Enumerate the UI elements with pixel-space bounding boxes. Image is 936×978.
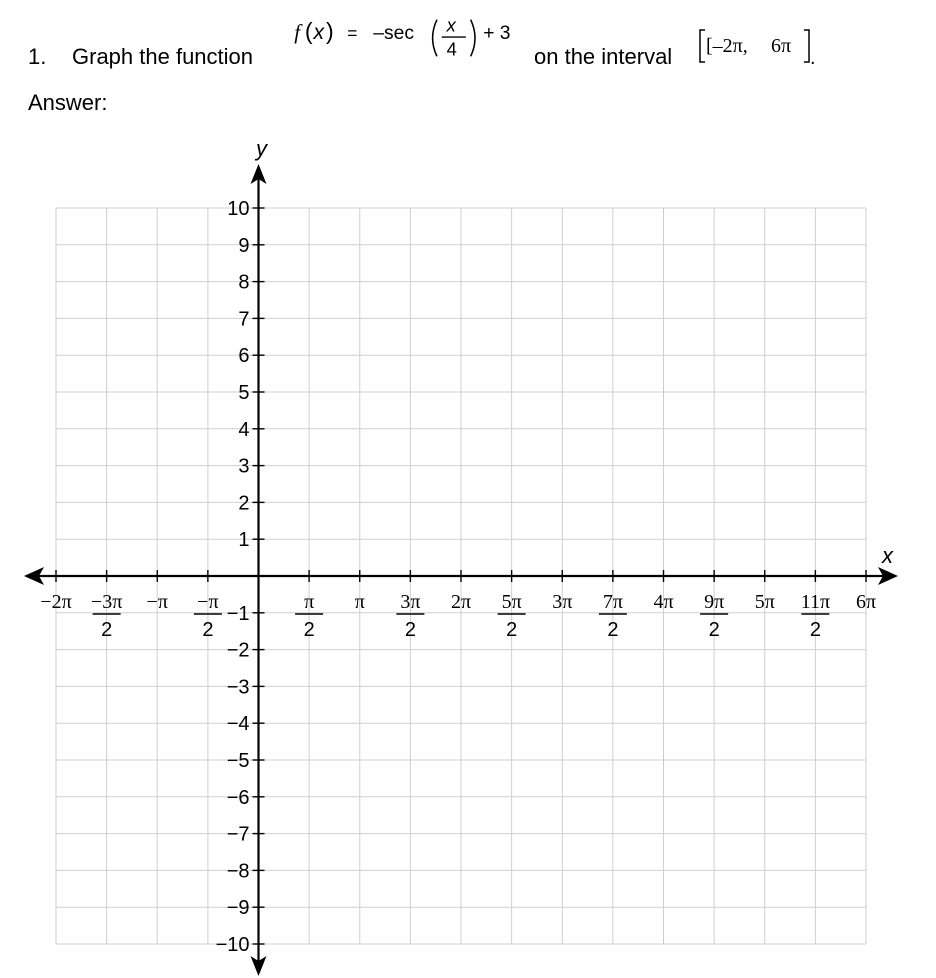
y-tick-label: −8	[226, 860, 250, 883]
x-tick-label-numerator: 9π	[704, 591, 725, 613]
equals-sign: =	[347, 23, 358, 43]
y-tick-label: −9	[226, 897, 250, 920]
interval-start: [–2π,	[706, 35, 748, 57]
answer-label: Answer:	[28, 90, 108, 115]
function-paren-open: (	[304, 18, 313, 44]
x-tick-label-denominator: 2	[607, 619, 619, 641]
x-tick-label: 2π	[450, 591, 472, 613]
y-tick-label: 8	[238, 271, 250, 294]
x-tick-label: −2π	[40, 591, 72, 613]
x-tick-labels	[40, 591, 876, 641]
x-tick-label-numerator: 3π	[400, 591, 421, 613]
plus-three: + 3	[483, 23, 511, 44]
x-tick-label: 3π	[552, 591, 573, 613]
function-paren-close: )	[326, 18, 334, 44]
y-tick-label: 4	[238, 418, 250, 441]
x-tick-label-denominator: 2	[303, 619, 315, 641]
x-tick-label: −π	[146, 591, 168, 613]
y-tick-label: 3	[238, 455, 250, 478]
y-axis-label: y	[256, 136, 267, 161]
function-name: f	[294, 20, 301, 44]
y-tick-label: 10	[227, 198, 250, 220]
x-tick-label-numerator: π	[304, 591, 315, 613]
x-tick-label: 6π	[855, 591, 877, 613]
x-tick-label: 4π	[653, 591, 674, 613]
y-tick-label: 1	[238, 529, 250, 552]
y-tick-label: −10	[215, 934, 250, 956]
fraction-numerator: x	[446, 14, 456, 36]
x-tick-label-denominator: 2	[708, 619, 720, 641]
y-tick-label: −7	[226, 823, 250, 846]
y-tick-label: 2	[238, 492, 250, 515]
x-tick-label: 5π	[754, 591, 775, 613]
y-tick-label: 6	[238, 345, 250, 368]
y-tick-label: −5	[226, 750, 250, 772]
interval-period: .	[810, 47, 816, 68]
x-tick-label-denominator: 2	[809, 619, 821, 641]
x-tick-label-numerator: −π	[197, 591, 219, 613]
x-axis-label: x	[882, 543, 893, 568]
y-tick-label: 7	[238, 308, 250, 331]
x-tick-label-denominator: 2	[506, 619, 518, 641]
x-tick-label-denominator: 2	[101, 619, 113, 641]
x-tick-label-numerator: 5π	[501, 591, 522, 613]
x-tick-label-numerator: 11π	[800, 591, 831, 613]
interval-text: on the interval	[534, 44, 673, 69]
y-tick-label: −6	[226, 786, 250, 809]
interval-end: 6π	[771, 35, 792, 57]
y-tick-label: −3	[226, 676, 250, 699]
function-variable: x	[313, 21, 325, 44]
x-tick-label-numerator: −3π	[90, 591, 123, 613]
x-tick-label-numerator: 7π	[602, 591, 623, 613]
y-tick-label: −4	[226, 713, 250, 736]
x-tick-label-denominator: 2	[202, 619, 214, 641]
x-tick-label: π	[354, 591, 365, 613]
question-number: 1.	[28, 44, 47, 69]
x-tick-label-denominator: 2	[404, 619, 416, 641]
y-tick-label: −2	[226, 639, 250, 662]
fraction-denominator: 4	[446, 38, 457, 60]
y-tick-label: −1	[226, 602, 250, 625]
neg-sec-text: –sec	[373, 23, 414, 44]
y-tick-label: 9	[238, 234, 250, 257]
question-text: Graph the function	[72, 44, 254, 69]
y-tick-label: 5	[238, 382, 250, 404]
